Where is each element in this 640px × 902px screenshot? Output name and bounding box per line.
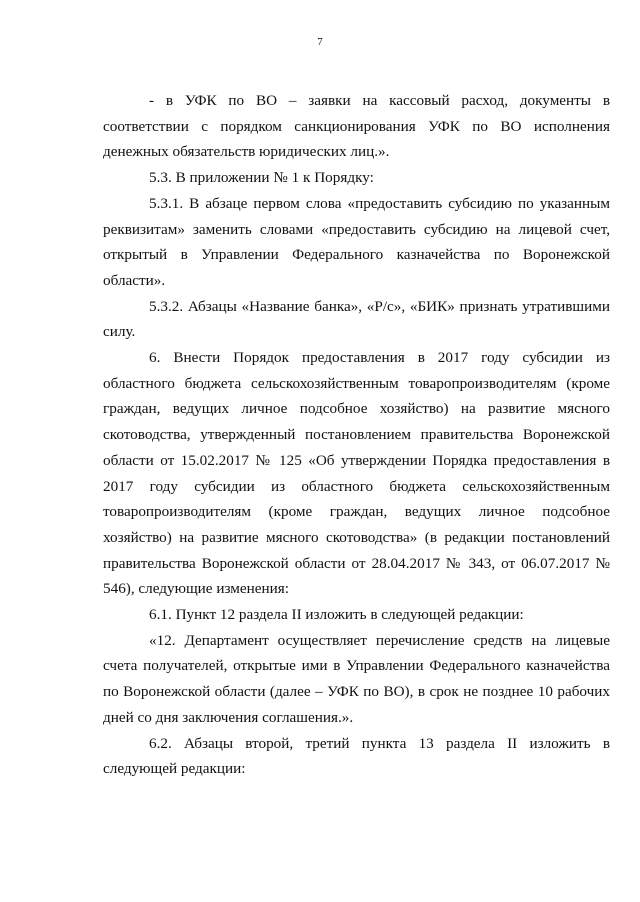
paragraph-6: 6. Внести Порядок предоставления в 2017 году субсидии из областного бюджета сельскохозяйственным товаропроизводителям (кроме граждан, ведущих личное подсобное хозяйство) на развитие мясного скотоводства, утвержденный постановлением правительства Воронежской области от 15.02.2017 № 125 «Об утверждении Порядка предоставления в 2017 году субсидии из областного бюджета сельскохозяйственным товаропроизводителям (кроме граждан, ведущих личное подсобное хозяйство) на развитие мясного скотоводства» (в редакции постановлений правительства Воронежской области от 28.04.2017 № 343, от 06.07.2017 № 546), следующие изменения: <box>103 349 610 598</box>
page-number: 7 <box>317 36 323 48</box>
paragraph-6-1: 6.1. Пункт 12 раздела II изложить в следующей редакции: <box>149 606 524 624</box>
paragraph-6-2: 6.2. Абзацы второй, третий пункта 13 раздела II изложить в следующей редакции: <box>103 734 610 778</box>
paragraph-ufk-requests: - в УФК по ВО – заявки на кассовый расход, документы в соответствии с порядком санкционирования УФК по ВО исполнения денежных обязательств юридических лиц.». <box>103 92 610 161</box>
paragraph-12-quote: «12. Департамент осуществляет перечисление средств на лицевые счета получателей, открытые ими в Управлении Федерального казначейства по Воронежской области (далее – УФК по ВО), в срок не позднее 10 рабочих дней со дня заключения соглашения.». <box>103 631 610 726</box>
paragraph-5-3-2: 5.3.2. Абзацы «Название банка», «Р/с», «БИК» признать утратившими силу. <box>103 297 610 341</box>
paragraph-5-3: 5.3. В приложении № 1 к Порядку: <box>149 169 374 187</box>
paragraph-5-3-1: 5.3.1. В абзаце первом слова «предоставить субсидию по указанным реквизитам» заменить словами «предоставить субсидию на лицевой счет, открытый в Управлении Федерального казначейства по Воронежской области». <box>103 194 610 289</box>
document-body <box>103 88 610 782</box>
